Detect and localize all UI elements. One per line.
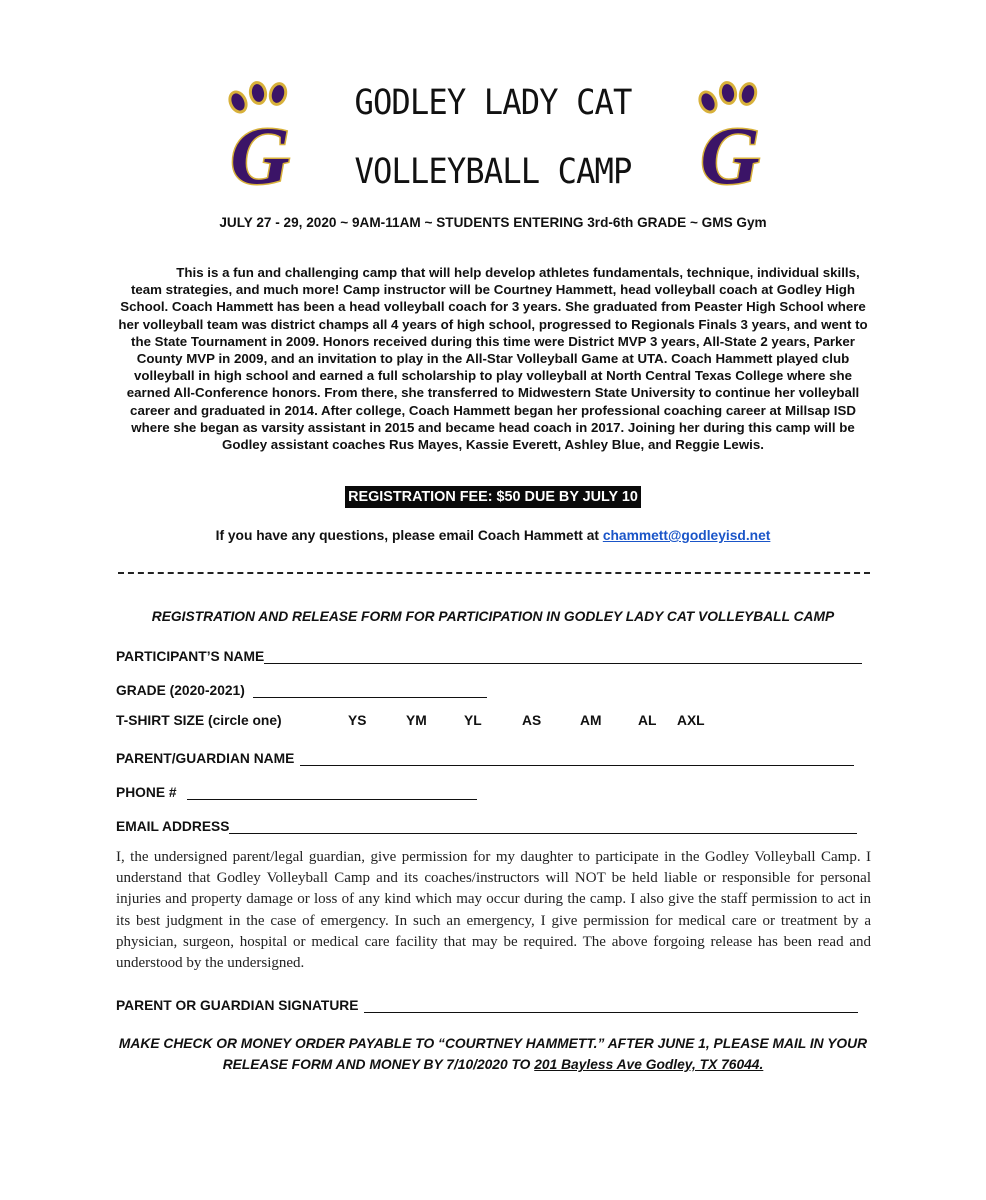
mailing-address: 201 Bayless Ave Godley, TX 76044. <box>534 1057 764 1072</box>
payment-instructions <box>100 1033 886 1075</box>
release-statement: I, the undersigned parent/legal guardian, give permission for my daughter to participate in the Godley Volleyball Camp. I understand that Godley Volleyball Camp and its coaches/instructors will NOT be held liable or responsible for personal injuries and property damage or loss of any kind which may occur during the camp. I also give the staff permission to act in its best judgment in the case of emergency. In such an emergency, I give permission for medical care or treatment by a physician, surgeon, hospital or medical care facility that may be required. The above forgoing release has been read and understood by the undersigned. <box>116 849 871 972</box>
payment-instructions-text: MAKE CHECK OR MONEY ORDER PAYABLE TO “COURTNEY HAMMETT.” AFTER JUNE 1, PLEASE MAIL IN YOUR RELEASE FORM AND MONEY BY 7/10/2020 TO <box>118 1036 868 1072</box>
phone-label: PHONE # <box>116 785 177 800</box>
participant-name-label: PARTICIPANT’S NAME <box>116 649 265 664</box>
registration-fee-banner <box>0 486 986 508</box>
camp-title-line1: GODLEY LADY CAT <box>354 83 632 123</box>
grade-field <box>116 678 487 698</box>
email-address-blank[interactable] <box>229 819 857 834</box>
signature-blank[interactable] <box>364 998 858 1013</box>
tshirt-size-option[interactable]: AL <box>638 713 657 728</box>
signature-field <box>116 993 858 1013</box>
phone-blank[interactable] <box>187 785 477 800</box>
camp-description-text: This is a fun and challenging camp that will help develop athletes fundamentals, technique, individual skills, team strategies, and much more! Camp instructor will be Courtney Hammett, head volleyball coach at Godley High School. Coach Hammett has been a head volleyball coach for 3 years. She graduated from Peaster High School where her volleyball team was district champs all 4 years of high school, progressed to Regionals Finals 3 years, and went to the State Tournament in 2009. Honors received during this time were District MVP 3 years, All-State 2 years, Parker County MVP in 2009, and an invitation to play in the All-Star Volleyball Game at UTA. Coach Hammett played club volleyball in high school and earned a full scholarship to play volleyball at North Central Texas College where she earned All-Conference honors. From there, she transferred to Midwestern State University to continue her volleyball career and graduated in 2014. After college, Coach Hammett began her professional coaching career at Millsap ISD where she began as varsity assistant in 2015 and became head coach in 2017. Joining her during this camp will be Godley assistant coaches Rus Mayes, Kassie Everett, Ashley Blue, and Reggie Lewis. <box>118 265 868 453</box>
grade-blank[interactable] <box>253 683 487 698</box>
tshirt-size-option[interactable]: AXL <box>677 713 705 728</box>
questions-line <box>0 528 986 543</box>
tshirt-size-label: T-SHIRT SIZE (circle one) <box>116 713 282 728</box>
parent-name-blank[interactable] <box>300 751 854 766</box>
signature-label: PARENT OR GUARDIAN SIGNATURE <box>116 998 359 1013</box>
tshirt-size-option[interactable]: YS <box>348 713 367 728</box>
camp-title-line2: VOLLEYBALL CAMP <box>354 152 632 192</box>
registration-fee-text: REGISTRATION FEE: $50 DUE BY JULY 10 <box>345 486 641 508</box>
svg-text:G: G <box>700 110 760 192</box>
form-title: REGISTRATION AND RELEASE FORM FOR PARTICIPATION IN GODLEY LADY CAT VOLLEYBALL CAMP <box>151 609 835 624</box>
participant-name-field <box>116 644 862 664</box>
cut-line-divider <box>118 572 870 576</box>
email-address-label: EMAIL ADDRESS <box>116 819 230 834</box>
questions-text: If you have any questions, please email Coach Hammett at <box>215 528 603 543</box>
participant-name-blank[interactable] <box>264 649 862 664</box>
coach-email-link[interactable]: chammett@godleyisd.net <box>602 528 771 543</box>
paw-g-logo-icon <box>688 80 772 192</box>
tshirt-size-option[interactable]: AS <box>522 713 542 728</box>
camp-dates-subheading: JULY 27 - 29, 2020 ~ 9AM-11AM ~ STUDENTS ENTERING 3rd-6th GRADE ~ GMS Gym <box>219 215 767 230</box>
phone-field <box>116 780 477 800</box>
tshirt-size-option[interactable]: YM <box>406 713 427 728</box>
email-address-field <box>116 814 857 834</box>
parent-name-field <box>116 746 854 766</box>
tshirt-size-option[interactable]: AM <box>580 713 602 728</box>
tshirt-size-row <box>116 713 705 733</box>
paw-g-logo-icon <box>218 80 302 192</box>
svg-text:G: G <box>230 110 290 192</box>
tshirt-size-option[interactable]: YL <box>464 713 482 728</box>
parent-name-label: PARENT/GUARDIAN NAME <box>116 751 295 766</box>
grade-label: GRADE (2020-2021) <box>116 683 245 698</box>
camp-description <box>116 264 870 453</box>
